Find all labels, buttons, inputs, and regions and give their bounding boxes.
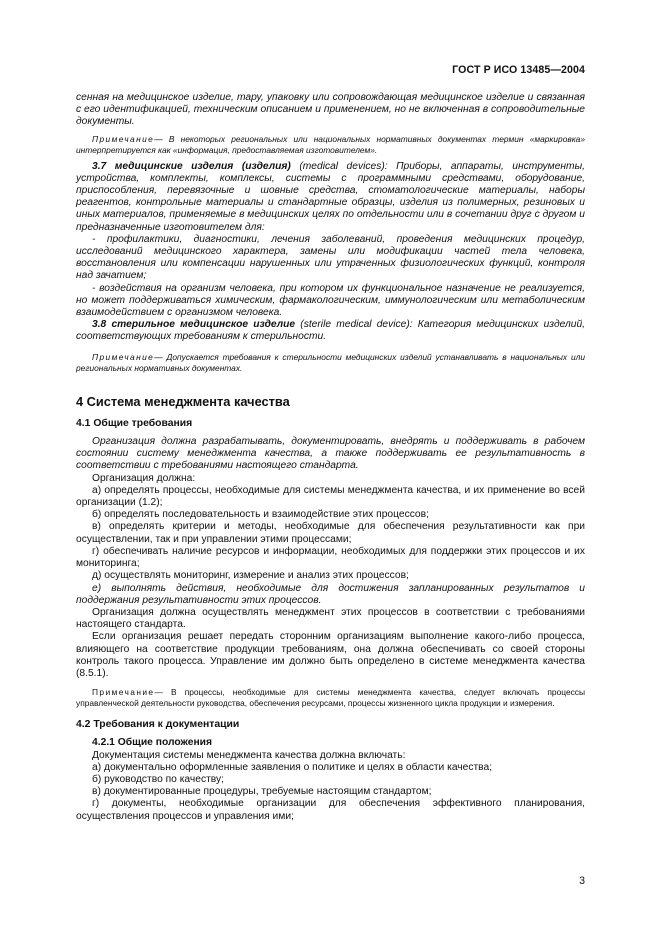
list-item-b: б) определять последовательность и взаимодействие этих процессов; [92,509,429,521]
paragraph-4-1-manage: Организация должна осуществлять менеджмент этих процессов в соответствии с требованиями настоящего стандарта. [76,606,585,631]
list-item-g: г) обеспечивать наличие ресурсов и информации, необходимых для поддержки этих процессов и их мониторинга; [76,545,585,570]
term-3-8 [76,319,585,343]
note-label: Примечание [92,687,155,698]
paragraph-4-1-outsource: Если организация решает передать сторонним организациям выполнение какого-либо процесса, влияющего на соответствие продукции требованиям, она должна обеспечивать со своей стороны контроль такого процесса. Управление им должно быть определено в системе менеджмента качества (8.5.1). [76,631,585,679]
paragraph-4-1-lead: Организация должна: [92,472,196,484]
note-text: — Допускается требования к стерильности медицинских изделий устанавливать в национальных или региональных нормативных документах. [76,351,585,373]
list-item-v: в) документированные процедуры, требуемые настоящим стандартом; [92,786,432,798]
term-3-7 [76,161,585,234]
subsection-4-1-title: 4.1 Общие требования [76,417,193,429]
term-definition: : Приборы, аппараты, инструменты, устройства, комплекты, комплексы, системы с программными средствами, оборудование, приспособления, перевязочные и шовные средства, стоматологические материалы, наборы реагентов, контрольные материалы и стандартные образцы, изделия из полимерных, резиновых и иных материалов, применяемые в медицинских целях по отдельности или в сочетании друг с другом и предназначенные изготовителем для: [76,160,585,233]
list-item-d: д) осуществлять мониторинг, измерение и анализ этих процессов; [92,570,409,582]
definition-continuation: сенная на медицинское изделие, тару, упаковку или сопровождающая медицинское изделие и связанная с его идентификацией, техническим описанием и применением, но не включенная в сопроводительные документы. [76,92,585,128]
page-number: 3 [579,875,585,887]
term-number: 3.7 [92,160,107,172]
section-4-title: 4 Система менеджмента качества [76,393,290,409]
note-processes [76,687,585,709]
list-item-a: а) документально оформленные заявления о политике и целях в области качества; [92,761,493,773]
term-definition: : Категория медицинских изделий, соответствующих требованиям к стерильности. [76,319,586,343]
paragraph-4-2-1-lead: Документация системы менеджмента качества должна включать: [92,749,406,761]
list-item-g: г) документы, необходимые организации для обеспечения эффективного планирования, осуществления процессов и управления ими; [76,798,585,822]
list-item-b: б) руководство по качеству; [92,773,224,785]
term-3-7-bullet-2: - воздействия на организм человека, при котором их функциональное назначение не реализуется, но может поддерживаться химическим, фармакологическим, иммунологическим или метаболическим взаимодействием с организмом человека. [76,282,585,319]
note-text: — В процессы, необходимые для системы менеджмента качества, следует включать процессы управленческой деятельности руководства, обеспечения ресурсами, процессы жизненного цикла продукции и измерения. [76,687,585,709]
note-text: — В некоторых региональных или национальных нормативных документах термин «маркировка» интерпретируется как «информация, предоставляемая изготовителем». [76,133,585,155]
subsection-4-2-1-title: 4.2.1 Общие положения [92,737,212,749]
paragraph-4-1-italic: Организация должна разрабатывать, документировать, внедрять и поддерживать в рабочем состоянии систему менеджмента качества, а также поддерживать ее результативность в соответствии с требованиями настоящего стандарта. [76,436,585,472]
term-3-7-bullet-1: - профилактики, диагностики, лечения заболеваний, проведения медицинских процедур, исследований медицинского характера, замены или модификации частей тела человека, восстановления или компенсации нарушенных или утраченных физиологических функций, контроля над зачатием; [76,233,585,282]
document-code: ГОСТ Р ИСО 13485—2004 [452,64,585,76]
note-label: Примечание [92,351,155,362]
page-content [76,92,585,823]
term-english: (sterile medical device) [300,319,410,331]
note-marking [76,134,585,156]
term-english: (medical devices) [299,160,385,172]
list-item-a: а) определять процессы, необходимые для системы менеджмента качества, и их применение во всей организации (1.2); [76,484,585,509]
subsection-4-2-title: 4.2 Требования к документации [76,719,240,731]
note-sterility [76,352,585,374]
term-name: стерильное медицинское изделие [111,319,296,331]
note-label: Примечание [92,133,155,144]
term-name: медицинские изделия (изделия) [114,160,291,172]
list-item-v: в) определять критерии и методы, необходимые для обеспечения результативности как при осуществлении, так и при управлении этими процессами; [76,521,585,545]
list-item-e: е) выполнять действия, необходимые для достижения запланированных результатов и поддержания результативности этих процессов. [76,582,585,606]
term-number: 3.8 [92,319,107,331]
